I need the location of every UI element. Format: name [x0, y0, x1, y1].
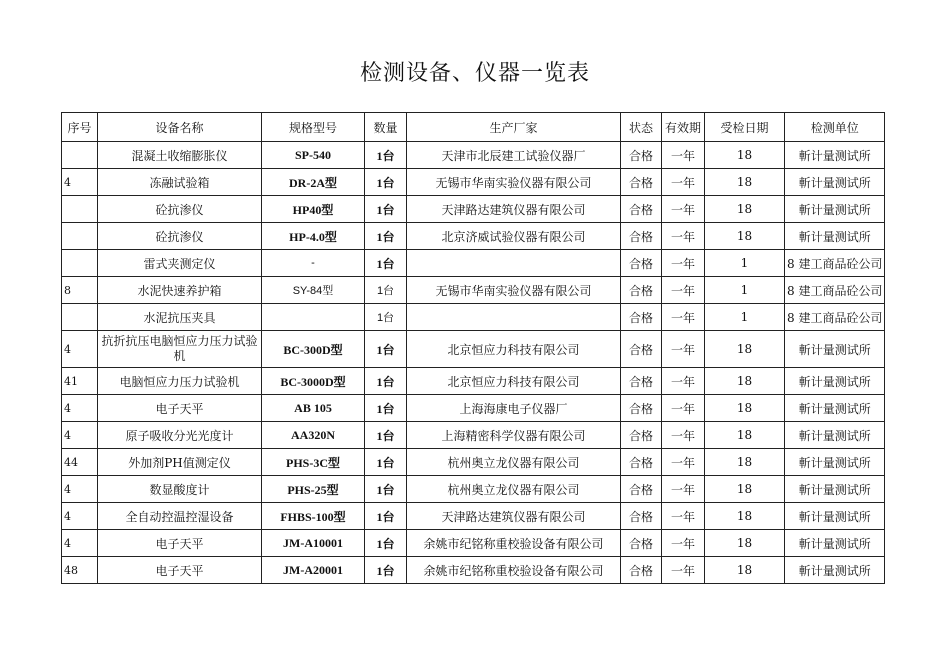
cell-valid: 一年	[662, 395, 705, 422]
table-header-row	[62, 113, 885, 142]
cell-name: 混凝土收缩膨胀仪	[98, 142, 262, 169]
cell-unit: 8 建工商品砼公司	[785, 250, 885, 277]
cell-seq	[62, 304, 98, 331]
cell-date: 18	[705, 331, 785, 368]
cell-model	[262, 304, 365, 331]
cell-seq	[62, 250, 98, 277]
cell-unit: 8 建工商品砼公司	[785, 277, 885, 304]
cell-date: 18	[705, 142, 785, 169]
cell-valid: 一年	[662, 503, 705, 530]
cell-date: 18	[705, 476, 785, 503]
cell-seq	[62, 223, 98, 250]
cell-status: 合格	[621, 395, 662, 422]
cell-date: 18	[705, 368, 785, 395]
cell-qty: 1台	[365, 331, 407, 368]
cell-model: -	[262, 250, 365, 277]
page-title: 检测设备、仪器一览表	[359, 61, 590, 86]
cell-valid: 一年	[662, 304, 705, 331]
table-row	[62, 395, 885, 422]
header-unit: 检测单位	[785, 113, 885, 142]
cell-status: 合格	[621, 169, 662, 196]
table-row	[62, 422, 885, 449]
cell-seq: 4	[62, 331, 98, 368]
cell-qty: 1台	[365, 250, 407, 277]
cell-maker	[407, 250, 621, 277]
cell-valid: 一年	[662, 196, 705, 223]
cell-status: 合格	[621, 223, 662, 250]
table-row	[62, 503, 885, 530]
cell-status: 合格	[621, 557, 662, 584]
cell-maker: 北京恒应力科技有限公司	[407, 368, 621, 395]
cell-qty: 1台	[365, 304, 407, 331]
cell-model: BC-300D型	[262, 331, 365, 368]
cell-maker: 上海精密科学仪器有限公司	[407, 422, 621, 449]
cell-unit: 斬计量测试所	[785, 368, 885, 395]
header-name: 设备名称	[98, 113, 262, 142]
cell-maker: 余姚市纪铭称重校验设备有限公司	[407, 557, 621, 584]
table-row	[62, 196, 885, 223]
cell-model: AA320N	[262, 422, 365, 449]
cell-date: 18	[705, 530, 785, 557]
cell-unit: 斬计量测试所	[785, 395, 885, 422]
header-date: 受检日期	[705, 113, 785, 142]
cell-date: 1	[705, 304, 785, 331]
cell-model: BC-3000D型	[262, 368, 365, 395]
cell-model: HP40型	[262, 196, 365, 223]
cell-qty: 1台	[365, 169, 407, 196]
cell-status: 合格	[621, 250, 662, 277]
cell-valid: 一年	[662, 530, 705, 557]
cell-unit: 斬计量测试所	[785, 449, 885, 476]
cell-maker: 天津市北辰建工试验仪器厂	[407, 142, 621, 169]
cell-seq: 4	[62, 503, 98, 530]
cell-unit: 斬计量测试所	[785, 196, 885, 223]
cell-name: 外加剂PH值测定仪	[98, 449, 262, 476]
cell-unit: 斬计量测试所	[785, 476, 885, 503]
cell-maker: 杭州奥立龙仪器有限公司	[407, 476, 621, 503]
cell-name: 电子天平	[98, 530, 262, 557]
header-model: 规格型号	[262, 113, 365, 142]
cell-valid: 一年	[662, 557, 705, 584]
cell-qty: 1台	[365, 277, 407, 304]
cell-seq: 4	[62, 169, 98, 196]
cell-qty: 1台	[365, 422, 407, 449]
cell-status: 合格	[621, 449, 662, 476]
cell-model: HP-4.0型	[262, 223, 365, 250]
equipment-table	[61, 112, 885, 584]
cell-valid: 一年	[662, 331, 705, 368]
cell-name: 电子天平	[98, 395, 262, 422]
header-maker: 生产厂家	[407, 113, 621, 142]
cell-seq: 41	[62, 368, 98, 395]
cell-date: 18	[705, 223, 785, 250]
cell-valid: 一年	[662, 368, 705, 395]
cell-name: 砼抗渗仪	[98, 223, 262, 250]
cell-name: 雷式夹测定仪	[98, 250, 262, 277]
cell-qty: 1台	[365, 368, 407, 395]
cell-model: AB 105	[262, 395, 365, 422]
cell-unit: 斬计量测试所	[785, 169, 885, 196]
table-row	[62, 304, 885, 331]
cell-valid: 一年	[662, 449, 705, 476]
cell-date: 18	[705, 395, 785, 422]
cell-model: SP-540	[262, 142, 365, 169]
cell-name: 电子天平	[98, 557, 262, 584]
table-row	[62, 277, 885, 304]
cell-valid: 一年	[662, 250, 705, 277]
cell-status: 合格	[621, 304, 662, 331]
header-seq: 序号	[62, 113, 98, 142]
cell-date: 1	[705, 277, 785, 304]
cell-date: 18	[705, 557, 785, 584]
cell-maker	[407, 304, 621, 331]
table-row	[62, 530, 885, 557]
cell-qty: 1台	[365, 557, 407, 584]
cell-unit: 斬计量测试所	[785, 530, 885, 557]
cell-valid: 一年	[662, 422, 705, 449]
cell-seq: 48	[62, 557, 98, 584]
cell-unit: 斬计量测试所	[785, 503, 885, 530]
table-row	[62, 368, 885, 395]
cell-qty: 1台	[365, 223, 407, 250]
cell-maker: 北京济威试验仪器有限公司	[407, 223, 621, 250]
cell-valid: 一年	[662, 277, 705, 304]
cell-maker: 无锡市华南实验仪器有限公司	[407, 169, 621, 196]
cell-unit: 斬计量测试所	[785, 557, 885, 584]
cell-qty: 1台	[365, 476, 407, 503]
cell-name: 抗折抗压电脑恒应力压力试验机	[98, 331, 262, 368]
cell-qty: 1台	[365, 142, 407, 169]
table-row	[62, 449, 885, 476]
cell-status: 合格	[621, 196, 662, 223]
cell-qty: 1台	[365, 395, 407, 422]
cell-qty: 1台	[365, 530, 407, 557]
cell-status: 合格	[621, 503, 662, 530]
header-valid: 有效期	[662, 113, 705, 142]
cell-model: PHS-25型	[262, 476, 365, 503]
cell-name: 冻融试验箱	[98, 169, 262, 196]
cell-unit: 8 建工商品砼公司	[785, 304, 885, 331]
table-row	[62, 142, 885, 169]
cell-valid: 一年	[662, 169, 705, 196]
cell-unit: 斬计量测试所	[785, 331, 885, 368]
cell-name: 数显酸度计	[98, 476, 262, 503]
table-row	[62, 331, 885, 368]
cell-model: DR-2A型	[262, 169, 365, 196]
cell-status: 合格	[621, 368, 662, 395]
cell-name: 水泥快速养护箱	[98, 277, 262, 304]
cell-date: 18	[705, 449, 785, 476]
cell-maker: 无锡市华南实验仪器有限公司	[407, 277, 621, 304]
cell-date: 18	[705, 196, 785, 223]
cell-seq	[62, 142, 98, 169]
cell-status: 合格	[621, 422, 662, 449]
cell-qty: 1台	[365, 196, 407, 223]
header-status: 状态	[621, 113, 662, 142]
table-row	[62, 223, 885, 250]
cell-model: FHBS-100型	[262, 503, 365, 530]
cell-name: 电脑恒应力压力试验机	[98, 368, 262, 395]
cell-date: 18	[705, 422, 785, 449]
cell-qty: 1台	[365, 503, 407, 530]
cell-name: 水泥抗压夹具	[98, 304, 262, 331]
cell-seq: 8	[62, 277, 98, 304]
cell-model: JM-A20001	[262, 557, 365, 584]
cell-qty: 1台	[365, 449, 407, 476]
cell-maker: 杭州奥立龙仪器有限公司	[407, 449, 621, 476]
cell-name: 全自动控温控湿设备	[98, 503, 262, 530]
cell-seq	[62, 196, 98, 223]
cell-status: 合格	[621, 530, 662, 557]
cell-maker: 天津路达建筑仪器有限公司	[407, 196, 621, 223]
cell-maker: 上海海康电子仪器厂	[407, 395, 621, 422]
cell-seq: 4	[62, 422, 98, 449]
cell-seq: 4	[62, 476, 98, 503]
cell-model: SY-84型	[262, 277, 365, 304]
cell-unit: 斬计量测试所	[785, 422, 885, 449]
cell-status: 合格	[621, 476, 662, 503]
cell-name: 原子吸收分光光度计	[98, 422, 262, 449]
cell-seq: 4	[62, 530, 98, 557]
table-row	[62, 476, 885, 503]
cell-status: 合格	[621, 331, 662, 368]
cell-valid: 一年	[662, 142, 705, 169]
cell-seq: 4	[62, 395, 98, 422]
cell-date: 1	[705, 250, 785, 277]
cell-status: 合格	[621, 277, 662, 304]
cell-seq: 44	[62, 449, 98, 476]
cell-maker: 北京恒应力科技有限公司	[407, 331, 621, 368]
cell-model: JM-A10001	[262, 530, 365, 557]
header-qty: 数量	[365, 113, 407, 142]
table-row	[62, 169, 885, 196]
cell-model: PHS-3C型	[262, 449, 365, 476]
cell-valid: 一年	[662, 223, 705, 250]
cell-date: 18	[705, 503, 785, 530]
cell-status: 合格	[621, 142, 662, 169]
cell-maker: 天津路达建筑仪器有限公司	[407, 503, 621, 530]
cell-maker: 余姚市纪铭称重校验设备有限公司	[407, 530, 621, 557]
table-row	[62, 557, 885, 584]
cell-unit: 斬计量测试所	[785, 142, 885, 169]
table-row	[62, 250, 885, 277]
cell-unit: 斬计量测试所	[785, 223, 885, 250]
cell-date: 18	[705, 169, 785, 196]
cell-name: 砼抗渗仪	[98, 196, 262, 223]
cell-valid: 一年	[662, 476, 705, 503]
